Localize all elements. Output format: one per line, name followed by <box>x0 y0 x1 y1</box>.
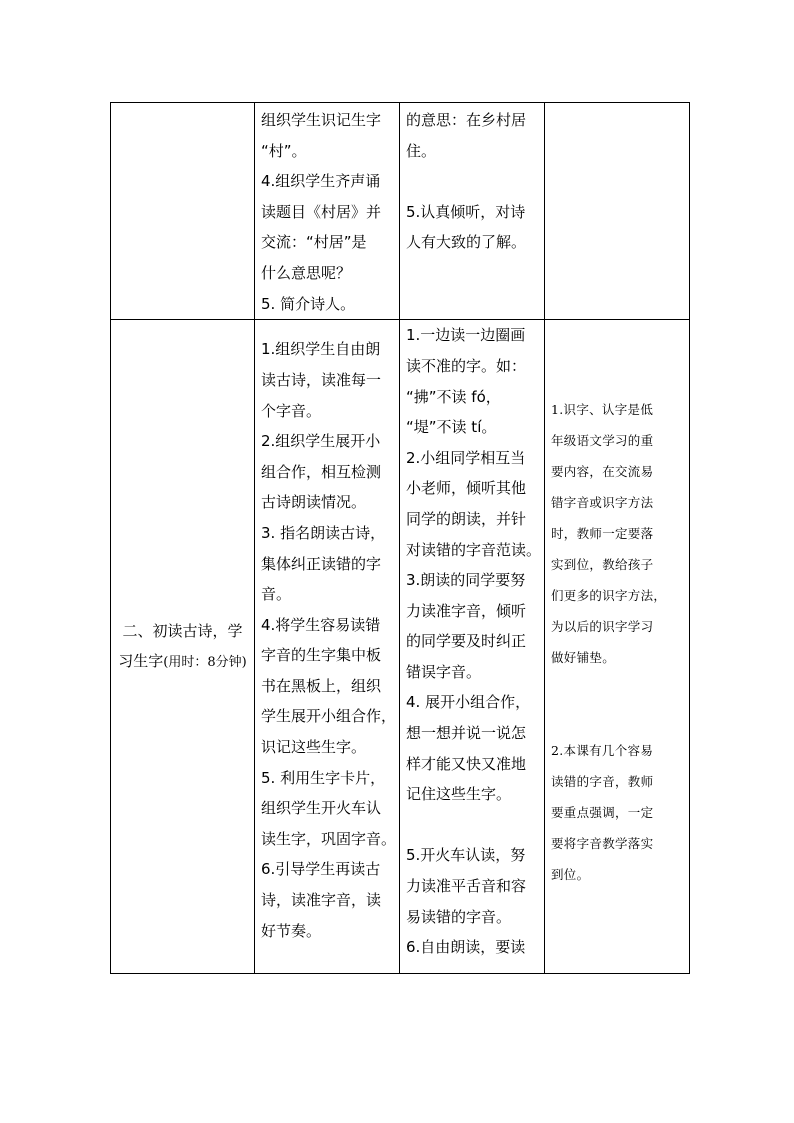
text-line: 们更多的识字方法， <box>551 588 667 604</box>
text-line: 2.组织学生展开小 <box>261 432 381 451</box>
stage-title <box>111 616 254 678</box>
text-line: 5.开火车认读，努 <box>406 846 526 865</box>
design-note-1 <box>551 394 685 673</box>
text-line: 实到位，教给孩子 <box>551 557 654 573</box>
text-line: 要内容，在交流易 <box>551 464 654 480</box>
text-line: 5.认真倾听，对诗 <box>406 202 526 221</box>
text-line: 6.自由朗读，要读 <box>406 938 526 957</box>
teacher-activity-text <box>255 103 399 319</box>
text-line: 想一想并说一说怎 <box>406 724 527 743</box>
text-line: 人有大致的了解。 <box>406 233 527 252</box>
text-line: 对读错的字音范读。 <box>406 540 542 559</box>
text-line: 2.本课有几个容易 <box>551 743 654 759</box>
text-line: 诗，读准字音，读 <box>261 891 382 910</box>
stage-duration: (用时：8分钟) <box>163 654 247 670</box>
text-line: 1.组织学生自由朗 <box>261 340 381 359</box>
text-line: 5. 简介诗人。 <box>261 294 356 313</box>
student-activity-text <box>400 103 544 258</box>
text-line: “堤”不读 tí。 <box>406 418 497 437</box>
design-notes-cell <box>545 320 690 974</box>
text-line: 读古诗，读准每一 <box>261 370 382 389</box>
text-line: 力读准字音，倾听 <box>406 601 527 620</box>
text-line: 小老师，倾听其他 <box>406 479 527 498</box>
design-notes-text <box>545 320 689 890</box>
text-line: 个字音。 <box>261 401 322 420</box>
text-line: 6.引导学生再读古 <box>261 860 381 879</box>
text-line: 集体纠正读错的字 <box>261 554 382 573</box>
text-line: 力读准平舌音和容 <box>406 877 527 896</box>
text-line: 错误字音。 <box>406 662 482 681</box>
student-activity-cell <box>400 320 545 974</box>
text-line: 同学的朗读，并针 <box>406 509 527 528</box>
text-line: 学生展开小组合作， <box>261 707 397 726</box>
text-line: 要重点强调，一定 <box>551 805 654 821</box>
text-line: 读错的字音，教师 <box>551 774 654 790</box>
text-line: 交流：“村居”是 <box>261 233 367 252</box>
text-line: 要将字音教学落实 <box>551 836 654 852</box>
text-line: 3. 指名朗读古诗， <box>261 523 386 542</box>
text-line: 识记这些生字。 <box>261 738 367 757</box>
text-line: 的意思：在乡村居 <box>406 111 527 129</box>
text-line: 时，教师一定要落 <box>551 526 654 542</box>
student-activity-text <box>400 320 544 962</box>
text-line: 读生字，巩固字音。 <box>261 829 397 848</box>
text-line: 1.一边读一边圈画 <box>406 326 526 345</box>
text-line: 住。 <box>406 141 437 160</box>
text-line: 年级语文学习的重 <box>551 433 654 449</box>
text-line: 古诗朗读情况。 <box>261 493 367 512</box>
stage-cell <box>111 320 255 974</box>
stage-label: 二、初读古诗，学习生字 <box>118 621 243 670</box>
student-activity-cell <box>400 103 545 320</box>
text-line: 组织学生识记生字 <box>261 111 382 129</box>
stage-cell <box>111 103 255 320</box>
text-line: 4. 展开小组合作， <box>406 693 531 712</box>
design-note-2 <box>551 735 685 890</box>
text-line: 读题目《村居》并 <box>261 202 382 221</box>
text-line: 字音的生字集中板 <box>261 646 382 665</box>
text-line: 样才能又快又准地 <box>406 754 527 773</box>
text-line: 3.朗读的同学要努 <box>406 571 526 590</box>
text-line: 1.识字、认字是低 <box>551 402 654 418</box>
text-line: 到位。 <box>551 867 590 883</box>
text-line: 什么意思呢？ <box>261 263 352 282</box>
text-line: “村”。 <box>261 141 307 160</box>
text-line: “拂”不读 fó， <box>406 387 501 406</box>
text-line: 组合作，相互检测 <box>261 462 382 481</box>
text-line <box>406 810 540 841</box>
text-line <box>406 166 540 197</box>
text-line: 音。 <box>261 585 292 604</box>
text-line: 5. 利用生字卡片， <box>261 768 386 787</box>
text-line: 记住这些生字。 <box>406 785 512 804</box>
text-line: 为以后的识字学习 <box>551 619 654 635</box>
text-line: 书在黑板上，组织 <box>261 676 382 695</box>
text-line: 做好铺垫。 <box>551 650 616 666</box>
text-line: 4.将学生容易读错 <box>261 615 381 634</box>
teacher-activity-cell <box>255 320 400 974</box>
lesson-plan-table <box>110 102 690 974</box>
text-line: 4.组织学生齐声诵 <box>261 172 381 191</box>
text-line: 易读错的字音。 <box>406 907 512 926</box>
teacher-activity-text <box>255 320 399 946</box>
text-line: 组织学生开火车认 <box>261 799 382 818</box>
text-line: 读不准的字。如： <box>406 356 527 375</box>
text-line: 2.小组同学相互当 <box>406 448 526 467</box>
text-line: 的同学要及时纠正 <box>406 632 527 651</box>
text-line: 好节奏。 <box>261 921 322 940</box>
teacher-activity-cell <box>255 103 400 320</box>
text-line: 错字音或识字方法 <box>551 495 654 511</box>
design-notes-cell <box>545 103 690 320</box>
table-row <box>111 103 690 320</box>
table-row <box>111 320 690 974</box>
